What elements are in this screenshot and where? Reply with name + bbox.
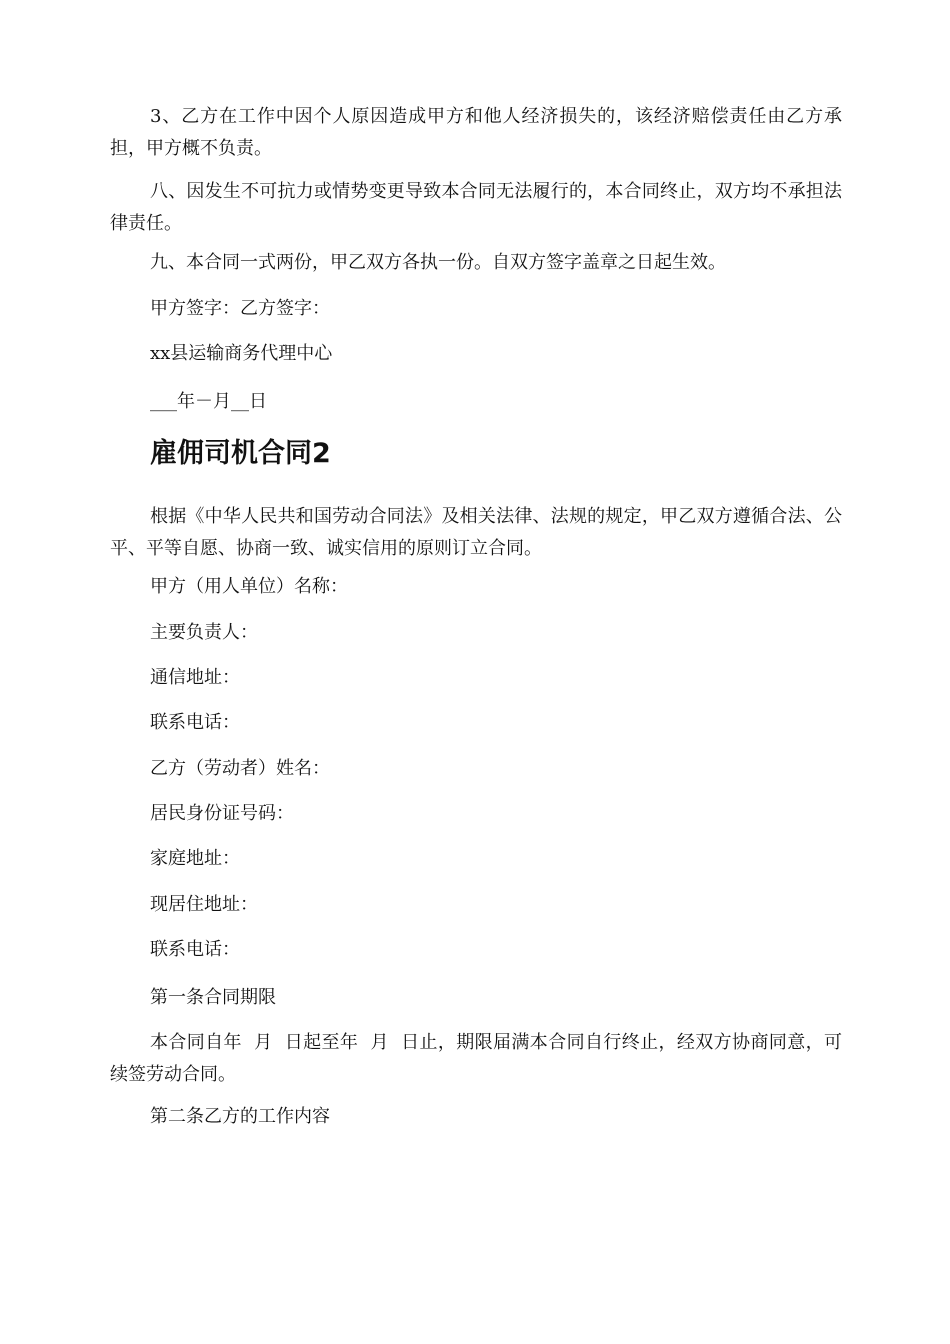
article-1-title: 第一条合同期限 [150,987,276,1008]
paragraph-force-majeure-clause: 八、因发生不可抗力或情势变更导致本合同无法履行的，本合同终止，双方均不承担法律责任。 [110,181,842,234]
field-home-address: 家庭地址： [150,848,240,869]
paragraph-copies-clause: 九、本合同一式两份，甲乙双方各执一份。自双方签字盖章之日起生效。 [150,252,726,273]
section-heading: 雇佣司机合同2 [150,438,331,469]
field-id-number: 居民身份证号码： [150,803,294,824]
paragraph-compensation-clause: 3、乙方在工作中因个人原因造成甲方和他人经济损失的，该经济赔偿责任由乙方承担，甲方概不负责。 [110,106,842,159]
field-employer-phone: 联系电话： [150,712,240,733]
paragraph-signatures: 甲方签字：乙方签字： [150,298,330,319]
field-responsible-person: 主要负责人： [150,622,258,643]
field-current-address: 现居住地址： [150,894,258,915]
field-employee-phone: 联系电话： [150,939,240,960]
article-2-title: 第二条乙方的工作内容 [150,1106,330,1127]
paragraph-contract-basis: 根据《中华人民共和国劳动合同法》及相关法律、法规的规定，甲乙双方遵循合法、公平、平等自愿、协商一致、诚实信用的原则订立合同。 [110,506,842,559]
paragraph-organization-name: xx县运输商务代理中心 [150,343,333,364]
field-employer-name: 甲方（用人单位）名称： [150,576,348,597]
paragraph-date-line: ___年－月__日 [150,391,267,412]
field-mailing-address: 通信地址： [150,667,240,688]
article-1-body: 本合同自年 月 日起至年 月 日止，期限届满本合同自行终止，经双方协商同意，可续签劳动合同。 [110,1032,842,1085]
field-employee-name: 乙方（劳动者）姓名： [150,758,330,779]
